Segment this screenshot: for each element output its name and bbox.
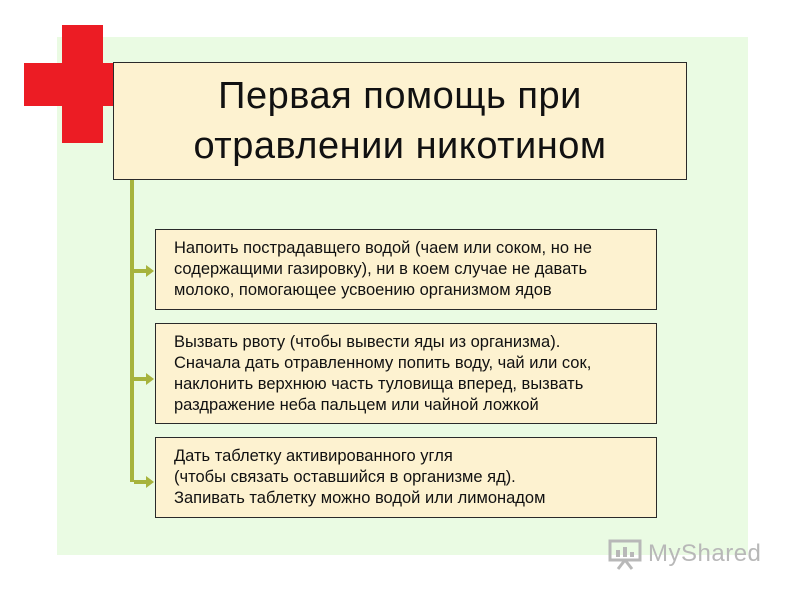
connector-line: [130, 180, 134, 482]
arrow-icon: [134, 476, 154, 488]
title-box: [113, 62, 687, 180]
watermark-text: MyShared: [648, 540, 762, 567]
step-text: Вызвать рвоту (чтобы вывести яды из организма). Сначала дать отравленному попить воду, чай или сок, наклонить верхнюю часть туловища вперед, вызвать раздражение неба пальцем или чайной ложкой: [174, 333, 592, 414]
arrow-icon: [134, 373, 154, 385]
step-text: Дать таблетку активированного угля (чтобы связать оставшийся в организме яд). Запивать таблетку можно водой или лимонадом: [174, 447, 546, 507]
step-box: [155, 229, 657, 310]
watermark: [608, 538, 761, 570]
presentation-board-icon: [608, 538, 642, 570]
step-box: [155, 437, 657, 518]
step-box: [155, 323, 657, 424]
arrow-icon: [134, 265, 154, 277]
slide-title: Первая помощь при отравлении никотином: [193, 75, 607, 167]
step-text: Напоить пострадавщего водой (чаем или соком, но не содержащими газировку), ни в коем случае не давать молоко, помогающее усвоению организмом ядов: [174, 239, 592, 299]
